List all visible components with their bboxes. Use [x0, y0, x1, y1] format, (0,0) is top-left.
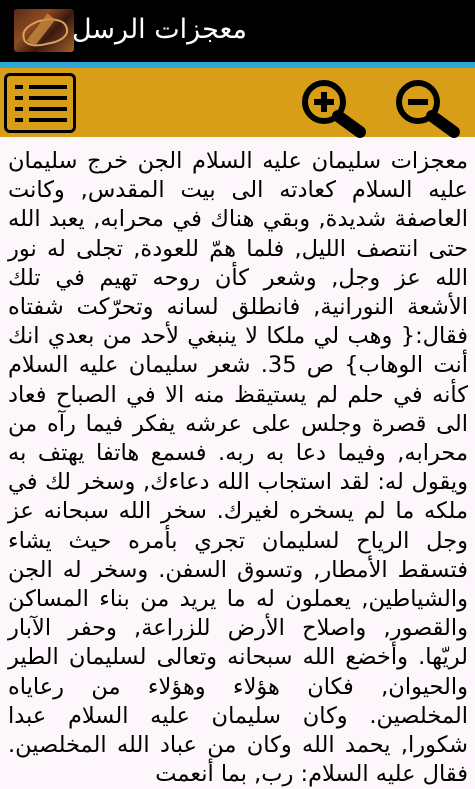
- zoom-in-icon: [296, 80, 368, 136]
- app-title: معجزات الرسل: [71, 14, 247, 45]
- article-text: معجزات سليمان عليه السلام الجن خرج سليمان عليه السلام كعادته الى بيت المقدس, وكانت العاصفة شديدة, وبقي هناك في محرابه, يعبد الله حتى انتصف الليل, فلما همّ للعودة, تجلى له نور الله عز وجل, وشعر كأن روحه تهيم في تلك الأشعة النورانية, فانطلق لسانه وتحرّكت شفتاه فقال:{ وهب لي ملكا لا ينبغي لأحد من بعدي انك أنت الوهاب} ص 35. شعر سليمان عليه السلام كأنه في حلم لم يستيقظ منه الا في الصباح فعاد الى قصرة وجلس على عرشه يفكر فيما رآه من محرابه, وفيما دعا به ربه. فسمع هاتفا يهتف به ويقول له: لقد استجاب الله دعاءك, وسخر لك في ملكه ما لم يسخره لغيرك. سخر الله سبحانه عز وجل الرياح لسليمان تجري بأمره حيث يشاء فتسقط الأمطار, وتسوق السفن. وسخر له الجن والشياطين, يعملون له ما يريد من بناء المساكن والقصور, واصلاح الأرض للزراعة, وحفر الآبار لريّها. وأخضع الله سبحانه وتعالى لسليمان الطير والحيوان, فكان هؤلاء وهؤلاء من رعاياه المخلصين. وكان سليمان عليه السلام عبدا شكورا, يحمد الله وكان من عباد الله المخلصين. فقال عليه السلام: رب, بما أنعمت: [8, 148, 468, 788]
- title-bar: [0, 0, 475, 62]
- list-button[interactable]: [4, 73, 76, 133]
- app-logo-icon: [14, 9, 74, 52]
- zoom-out-icon: [390, 80, 464, 136]
- toolbar: [0, 68, 475, 137]
- zoom-in-button[interactable]: [296, 80, 368, 136]
- zoom-out-button[interactable]: [390, 80, 464, 136]
